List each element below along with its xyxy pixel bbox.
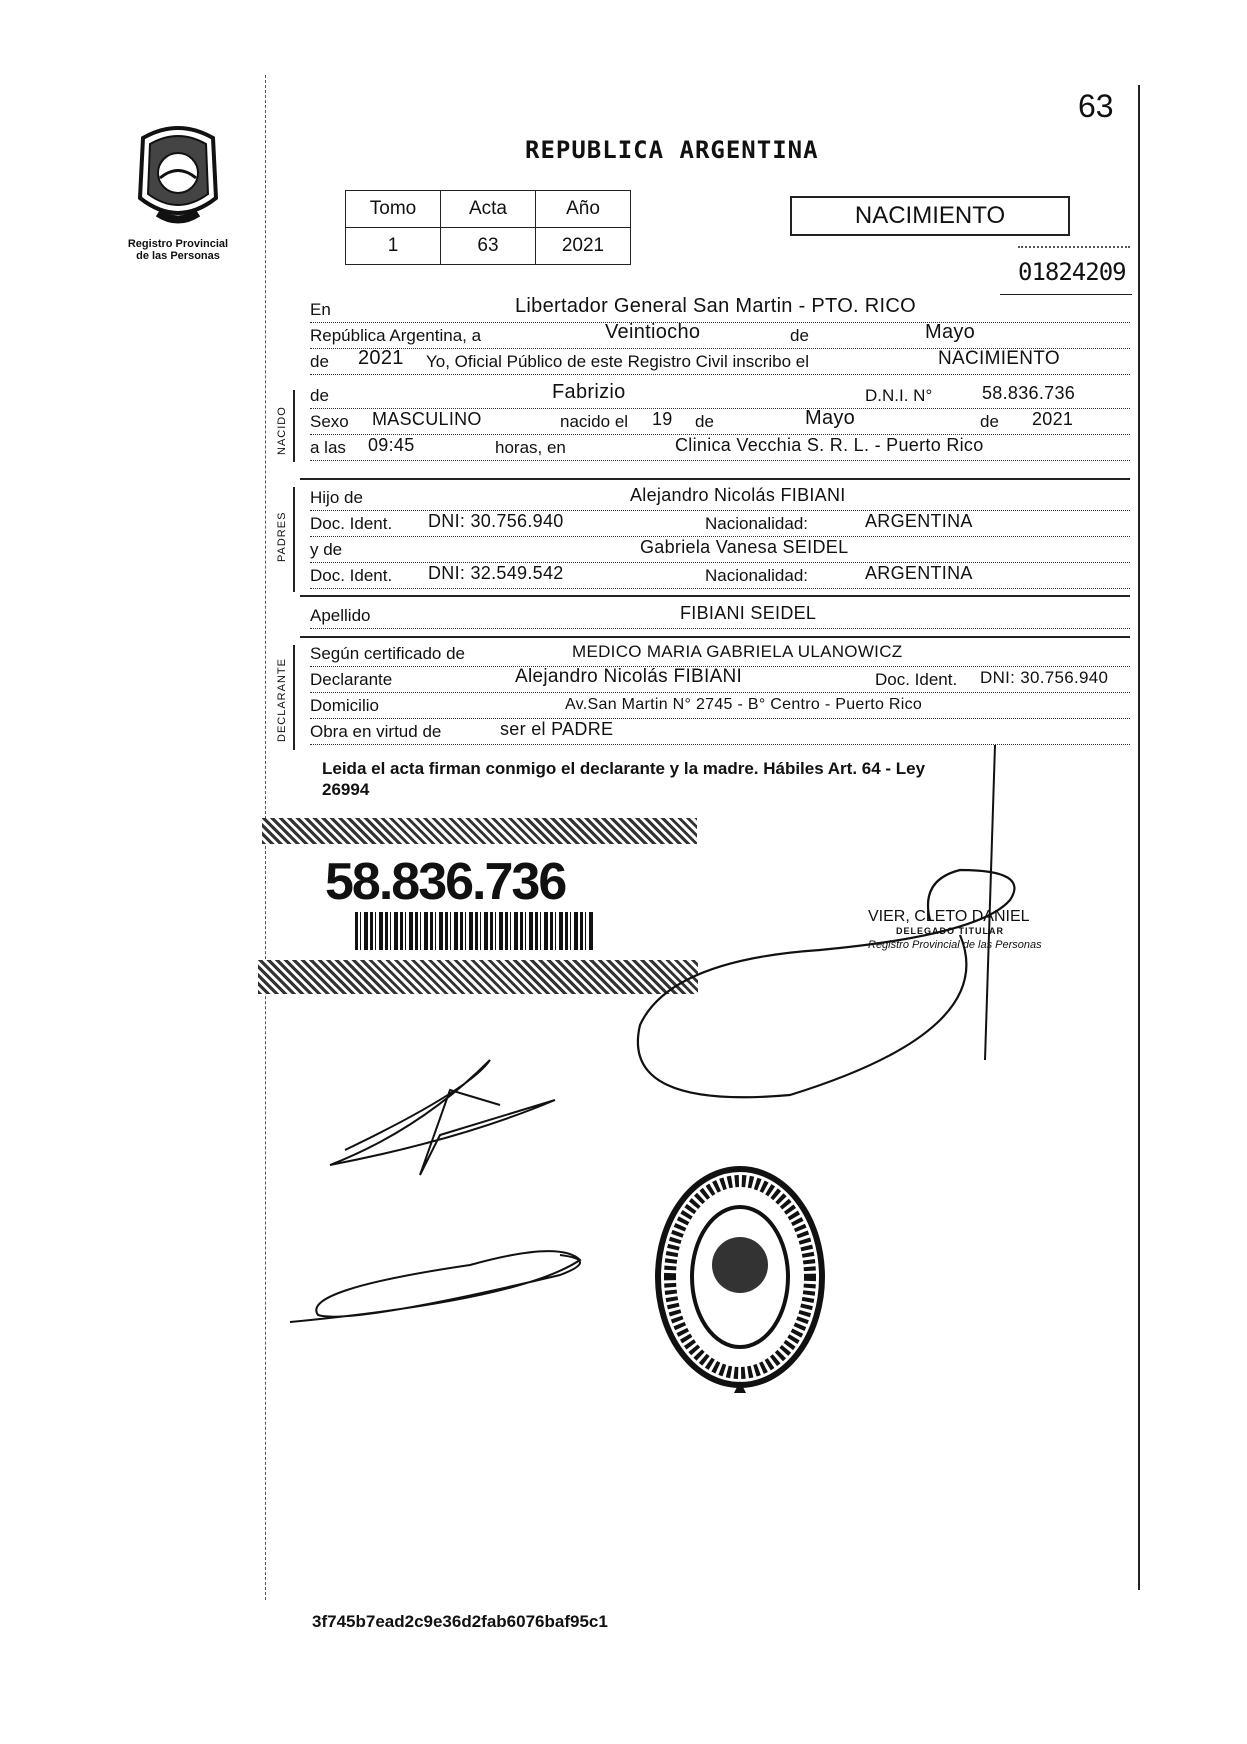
mother-nationality: ARGENTINA: [865, 563, 973, 583]
row-declarante: Declarante Alejandro Nicolás FIBIANI Doc. Ident. DNI: 30.756.940: [310, 666, 1130, 693]
section-padres: PADRES: [276, 511, 288, 562]
row-time-place: a las 09:45 horas, en Clinica Vecchia S. R. L. - Puerto Rico: [310, 434, 1130, 461]
surname: FIBIANI SEIDEL: [680, 603, 817, 623]
birth-day: 19: [652, 409, 673, 429]
official-name: VIER, CLETO DANIEL: [868, 908, 1030, 925]
child-sex: MASCULINO: [372, 409, 482, 429]
official-title: DELEGADO TITULAR: [896, 926, 1004, 936]
row-obra: Obra en virtud de ser el PADRE: [310, 718, 1130, 745]
row-mother: y de Gabriela Vanesa SEIDEL: [310, 536, 1130, 563]
row-apellido: Apellido FIBIANI SEIDEL: [310, 602, 1130, 629]
birth-month: Mayo: [805, 407, 856, 429]
acting-as: ser el PADRE: [500, 719, 614, 739]
row-father-doc: Doc. Ident. DNI: 30.756.940 Nacionalidad: ARGENTINA: [310, 510, 1130, 537]
table-header-acta: Acta: [441, 191, 536, 228]
declarant-name: Alejandro Nicolás FIBIANI: [515, 666, 743, 687]
record-day: Veintiocho: [605, 321, 701, 343]
birth-year: 2021: [1032, 409, 1074, 429]
place-of-record: Libertador General San Martin - PTO. RICO: [515, 295, 916, 317]
section-nacido: NACIDO: [276, 406, 288, 455]
row-mother-doc: Doc. Ident. DNI: 32.549.542 Nacionalidad: ARGENTINA: [310, 562, 1130, 589]
official-signature-loop: [638, 870, 1015, 1097]
birth-time: 09:45: [368, 435, 415, 455]
declarant-signature: [330, 1060, 555, 1175]
table-value-anio: 2021: [536, 228, 631, 265]
record-year: 2021: [358, 347, 404, 369]
row-inscribo: de 2021 Yo, Oficial Público de este Registro Civil inscribo el NACIMIENTO: [310, 348, 1130, 375]
row-sexo: Sexo MASCULINO nacido el 19 de Mayo de 2021: [310, 408, 1130, 435]
registry-stamp: [650, 1165, 830, 1400]
father-nationality: ARGENTINA: [865, 511, 973, 531]
table-header-tomo: Tomo: [346, 191, 441, 228]
row-name: de Fabrizio D.N.I. N° 58.836.736: [310, 382, 1130, 409]
barcode-number: 58.836.736: [325, 853, 566, 911]
table-header-anio: Año: [536, 191, 631, 228]
row-republica: República Argentina, a Veintiocho de Mayo: [310, 322, 1130, 349]
father-doc: DNI: 30.756.940: [428, 511, 564, 531]
country-title: REPUBLICA ARGENTINA: [525, 136, 819, 164]
row-en: En Libertador General San Martin - PTO. RICO: [310, 296, 1130, 323]
record-month: Mayo: [925, 321, 976, 343]
table-value-tomo: 1: [346, 228, 441, 265]
address: Av.San Martin N° 2745 - B° Centro - Puerto Rico: [565, 696, 923, 713]
medical-certificate: MEDICO MARIA GABRIELA ULANOWICZ: [572, 642, 903, 661]
father-name: Alejandro Nicolás FIBIANI: [630, 485, 846, 505]
official-org: Registro Provincial de las Personas: [868, 939, 1042, 951]
row-certificate: Según certificado de MEDICO MARIA GABRIELA ULANOWICZ: [310, 640, 1130, 667]
page-number: 63: [1078, 88, 1114, 124]
closing-statement: Leida el acta firman conmigo el declarante y la madre. Hábiles Art. 64 - Ley 26994: [322, 759, 926, 799]
row-father: Hijo de Alejandro Nicolás FIBIANI: [310, 484, 1130, 511]
registry-name: Registro Provincial de las Personas: [127, 238, 229, 262]
mother-name: Gabriela Vanesa SEIDEL: [640, 537, 849, 557]
serial-number: 01824209: [1018, 258, 1126, 286]
document-hash: 3f745b7ead2c9e36d2fab6076baf95c1: [312, 1612, 608, 1631]
child-dni: 58.836.736: [982, 383, 1076, 403]
official-signature-stroke: [985, 745, 995, 1060]
section-declarante: DECLARANTE: [276, 658, 288, 742]
mother-doc: DNI: 32.549.542: [428, 563, 564, 583]
child-name: Fabrizio: [552, 381, 626, 403]
table-value-acta: 63: [441, 228, 536, 265]
declarant-doc: DNI: 30.756.940: [980, 668, 1109, 687]
record-type-box: NACIMIENTO: [790, 196, 1070, 236]
inscribed-act: NACIMIENTO: [938, 348, 1060, 369]
birth-place: Clinica Vecchia S. R. L. - Puerto Rico: [675, 435, 984, 455]
mother-signature: [290, 1251, 580, 1322]
row-domicilio: Domicilio Av.San Martin N° 2745 - B° Centro - Puerto Rico: [310, 692, 1130, 719]
